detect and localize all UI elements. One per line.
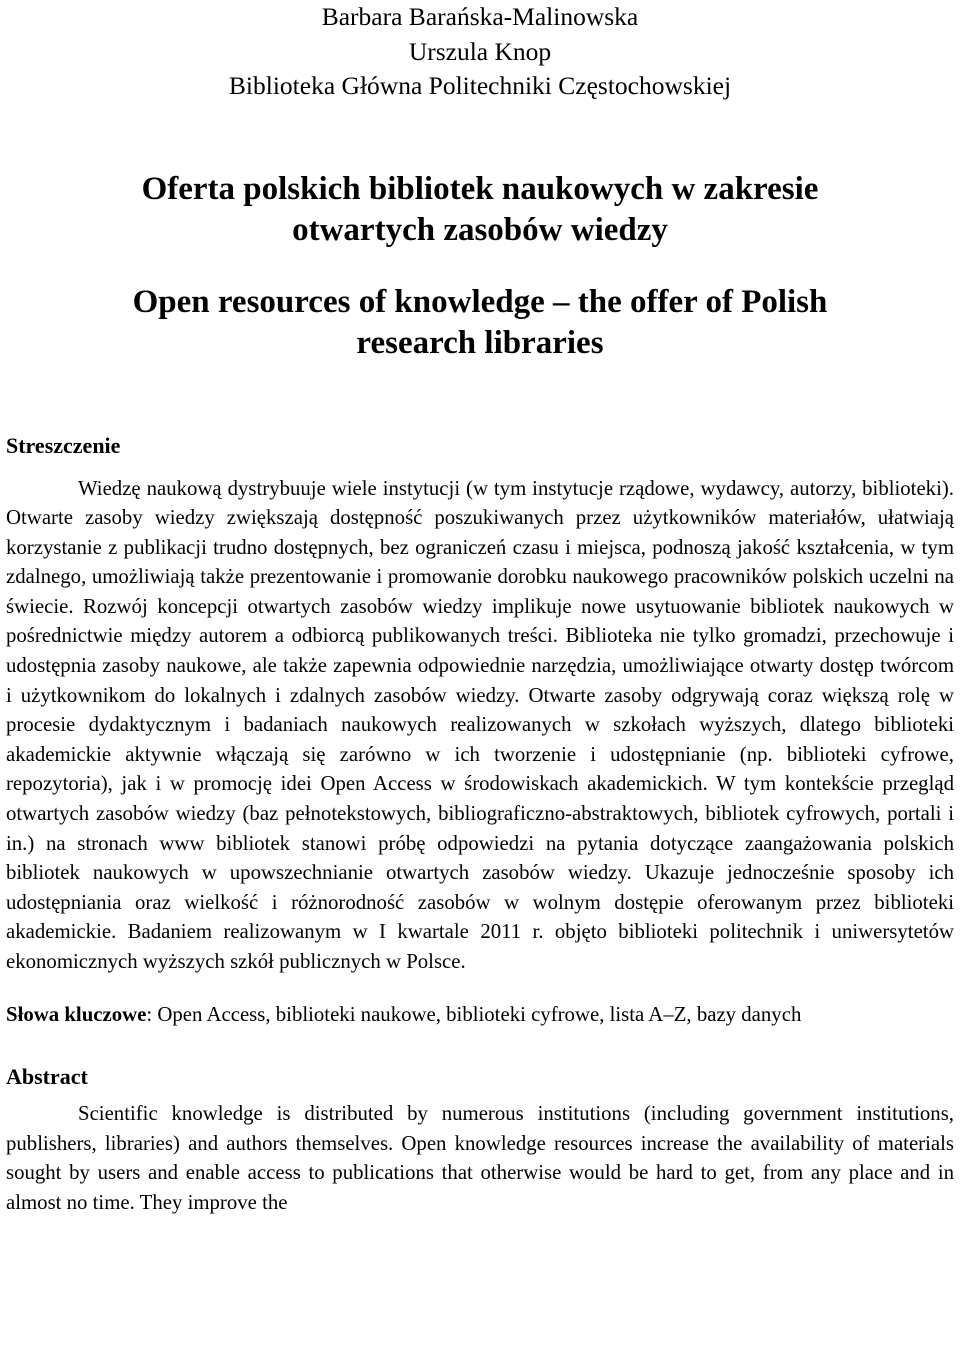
author-name: Barbara Barańska-Malinowska bbox=[321, 2, 639, 31]
streszczenie-heading: Streszczenie bbox=[6, 432, 121, 458]
keywords-text: Open Access, biblioteki naukowe, biblioteki cyfrowe, lista A–Z, bazy danych bbox=[157, 1002, 802, 1026]
title-polish-line: otwartych zasobów wiedzy bbox=[292, 211, 668, 248]
abstract-heading: Abstract bbox=[6, 1064, 88, 1090]
abstract-text: Scientific knowledge is distributed by numerous institutions (including government institutions, publishers, libraries) and authors themselves. Open knowledge resources increase the availability of materials sought by users and enable access to publications that otherwise would be hard to get, from any place and in almost no time. They improve the bbox=[6, 1102, 954, 1214]
keywords-label: Słowa kluczowe bbox=[6, 1002, 147, 1026]
author-name: Urszula Knop bbox=[408, 36, 552, 66]
title-english-line: Open resources of knowledge – the offer of Polish bbox=[132, 283, 828, 320]
streszczenie-text: Wiedzę naukową dystrybuuje wiele instytucji (w tym instytucje rządowe, wydawcy, autorzy, biblioteki). Otwarte zasoby wiedzy zwiększają dostępność poszukiwanych przez użytkowników materiałów, ułatwiają korzystanie z publikacji trudno dostępnych, bez ograniczeń czasu i miejsca, podnoszą jakość kształcenia, w tym zdalnego, umożliwiają także prezentowanie i promowanie dorobku naukowego pracowników polskich uczelni na świecie. Rozwój koncepcji otwartych zasobów wiedzy implikuje nowe usytuowanie bibliotek naukowych w pośrednictwie między autorem a odbiorcą publikowanych treści. Biblioteka nie tylko gromadzi, przechowuje i udostępnia zasoby naukowe, ale także zapewnia odpowiednie narzędzia, umożliwiające otwarty dostęp twórcom i użytkownikom do lokalnych i zdalnych zasobów wiedzy. Otwarte zasoby odgrywają coraz większą rolę w procesie dydaktycznym i badaniach naukowych realizowanych w szkołach wyższych, dlatego biblioteki akademickie aktywnie włączają się zarówno w ich tworzenie i udostępnianie (np. biblioteki cyfrowe, repozytoria), jak i w promocję idei Open Access w środowiskach akademickich. W tym kontekście przegląd otwartych zasobów wiedzy (baz pełnotekstowych, bibliograficzno-abstraktowych, bibliotek cyfrowych, portali i in.) na stronach www bibliotek stanowi próbę odpowiedzi na pytania dotyczące zaangażowania polskich bibliotek naukowych w upowszechnianie otwartych zasobów wiedzy. Ukazuje jednocześnie sposoby ich udostępniania oraz wielkość i różnorodność zasobów w wolnym dostępie oferowanym przez biblioteki akademickie. Badaniem realizowanym w I kwartale 2011 r. objęto biblioteki politechnik i uniwersytetów ekonomicznych wyższych szkół publicznych w Polsce. bbox=[6, 476, 954, 973]
title-polish bbox=[6, 169, 954, 251]
title-english-line: research libraries bbox=[356, 324, 604, 361]
keywords-separator: : bbox=[146, 1002, 158, 1026]
title-english bbox=[6, 282, 954, 364]
author-block bbox=[6, 0, 954, 104]
author-affiliation: Biblioteka Główna Politechniki Częstochowskiej bbox=[228, 71, 732, 100]
keywords-paragraph bbox=[6, 1000, 954, 1030]
title-polish-line: Oferta polskich bibliotek naukowych w zakresie bbox=[141, 170, 819, 207]
